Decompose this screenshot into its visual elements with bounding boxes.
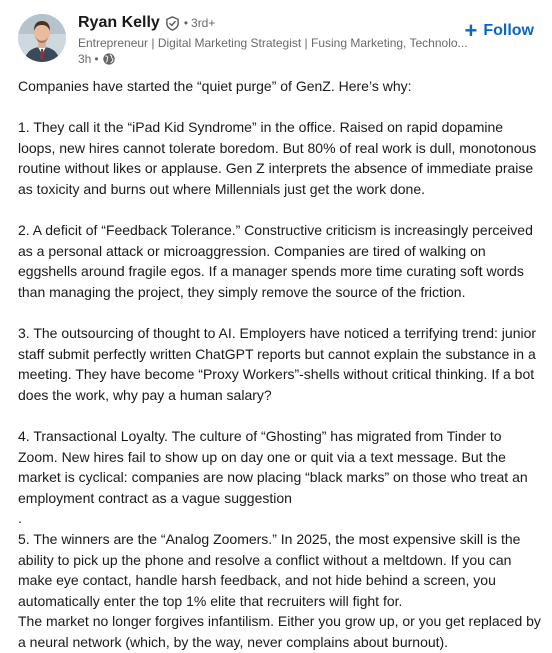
post-paragraph-4: 4. Transactional Loyalty. The culture of “Ghosting” has migrated from Tinder to Zoom. New hires fail to show up on day one or quit via a text message. But the market is cyclical: companies are now placing “black marks” on those who treat an employment contract as a vague suggestion (18, 428, 528, 506)
post-intro: Companies have started the “quiet purge” of GenZ. Here’s why: (18, 78, 412, 94)
post-paragraph-2: 2. A deficit of “Feedback Tolerance.” Constructive criticism is increasingly perceived as a personal attack or microaggression. Companies are tired of walking on eggshells around fragile egos. If a manager spends more time curating soft words than managing the project, they simply remove the source of the friction. (18, 222, 533, 300)
time-separator: • (94, 52, 99, 66)
degree-separator: • (183, 16, 189, 30)
post-paragraph-3: 3. The outsourcing of thought to AI. Employers have noticed a terrifying trend: junior staff submit perfectly written ChatGPT reports but cannot explain the substance in a meeting. They have become “Proxy Workers”-shells without critical thinking. If a bot does the work, why pay a human salary? (18, 325, 537, 403)
avatar-photo (18, 14, 66, 62)
author-avatar[interactable] (18, 14, 66, 62)
post-paragraph-1: 1. They call it the “iPad Kid Syndrome” in the office. Raised on rapid dopamine loops, new hires cannot tolerate boredom. But 80% of real work is dull, monotonous routine without likes or applause. Gen Z interprets the absence of immediate praise as toxicity and burns out where Millennials just get the work done. (18, 119, 537, 197)
connection-degree: 3rd+ (191, 16, 216, 30)
post-body (18, 76, 544, 653)
globe-icon (102, 52, 116, 66)
post-closing: The market no longer forgives infantilism. Either you grow up, or you get replaced by a neural network (which, by the way, never complains about burnout). (18, 613, 541, 651)
post-header (18, 10, 542, 70)
post-time: 3h (78, 52, 92, 66)
plus-icon: + (464, 18, 478, 43)
post-paragraph-4-dot: . (18, 510, 22, 527)
author-name-row (78, 12, 478, 34)
post-paragraph-5: 5. The winners are the “Analog Zoomers.” In 2025, the most expensive skill is the ability to pick up the phone and resolve a conflict without a meltdown. If you can make eye contact, handle harsh feedback, and not hide behind a screen, you automatically enter the top 1% elite that recruiters will fight for. (18, 531, 521, 609)
author-name[interactable]: Ryan Kelly (78, 14, 160, 31)
follow-label: Follow (483, 22, 534, 39)
verified-shield-icon (165, 16, 180, 31)
follow-button[interactable] (458, 18, 540, 44)
post-time-row (78, 51, 478, 67)
author-meta (78, 12, 478, 67)
author-headline: Entrepreneur | Digital Marketing Strategist | Fusing Marketing, Technolo... (78, 36, 468, 50)
